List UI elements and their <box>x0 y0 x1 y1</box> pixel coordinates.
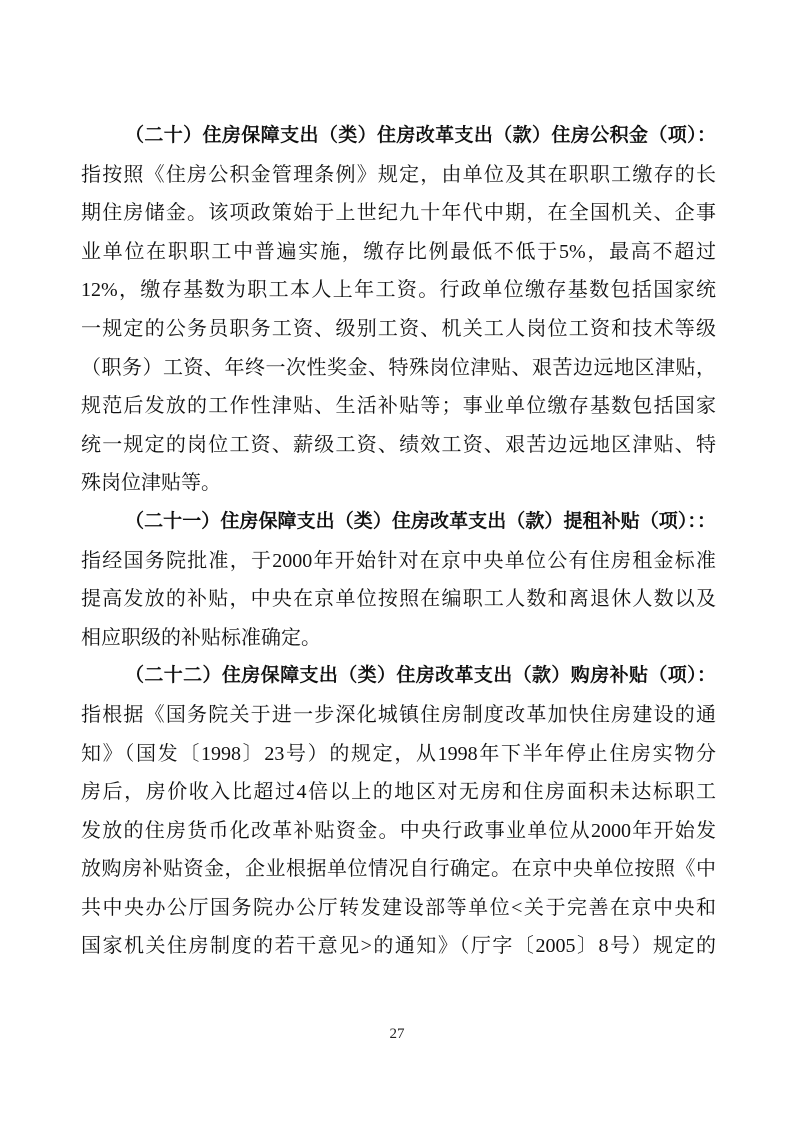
page-number: 27 <box>389 1026 405 1042</box>
section-rent-raise-subsidy <box>81 503 716 657</box>
text-line: 指根据《国务院关于进一步深化城镇住房制度改革加快住房建设的通 <box>81 703 716 726</box>
section-home-purchase-subsidy <box>81 657 716 966</box>
text-line: 12%，缴存基数为职工本人上年工资。行政单位缴存基数包括国家统 <box>81 279 716 302</box>
section-heading: （二十二）住房保障支出（类）住房改革支出（款）购房补贴（项）： <box>125 665 716 687</box>
text-line: 统一规定的岗位工资、薪级工资、绩效工资、艰苦边远地区津贴、特 <box>81 433 716 456</box>
text-line: 指经国务院批准，于2000年开始针对在京中央单位公有住房租金标准 <box>81 549 716 572</box>
section-housing-provident-fund <box>81 117 716 503</box>
text-line: （职务）工资、年终一次性奖金、特殊岗位津贴、艰苦边远地区津贴， <box>81 356 716 379</box>
text-line: 殊岗位津贴等。 <box>81 472 221 495</box>
text-line: 提高发放的补贴，中央在京单位按照在编职工人数和离退休人数以及 <box>81 588 716 611</box>
text-line: 规范后发放的工作性津贴、生活补贴等；事业单位缴存基数包括国家 <box>81 395 716 418</box>
text-line: 相应职级的补贴标准确定。 <box>81 626 321 649</box>
section-heading: （二十一）住房保障支出（类）住房改革支出（款）提租补贴（项）：： <box>125 510 716 532</box>
text-line: 业单位在职职工中普遍实施，缴存比例最低不低于5%，最高不超过 <box>81 240 716 263</box>
document-content <box>81 117 716 966</box>
section-heading: （二十）住房保障支出（类）住房改革支出（款）住房公积金（项）： <box>125 125 716 146</box>
text-line: 知》（国发〔1998〕23号）的规定，从1998年下半年停止住房实物分 <box>81 742 716 765</box>
text-line: 一规定的公务员职务工资、级别工资、机关工人岗位工资和技术等级 <box>81 317 716 340</box>
text-line: 共中央办公厅国务院办公厅转发建设部等单位<关于完善在京中央和 <box>81 896 716 919</box>
text-line: 指按照《住房公积金管理条例》规定，由单位及其在职职工缴存的长 <box>81 163 716 186</box>
text-line: 国家机关住房制度的若干意见>的通知》（厅字〔2005〕8号）规定的 <box>81 935 716 958</box>
text-line: 发放的住房货币化改革补贴资金。中央行政事业单位从2000年开始发 <box>81 819 716 842</box>
text-line: 期住房储金。该项政策始于上世纪九十年代中期，在全国机关、企事 <box>81 202 716 225</box>
text-line: 房后，房价收入比超过4倍以上的地区对无房和住房面积未达标职工 <box>81 781 716 804</box>
text-line: 放购房补贴资金，企业根据单位情况自行确定。在京中央单位按照《中 <box>81 858 716 881</box>
